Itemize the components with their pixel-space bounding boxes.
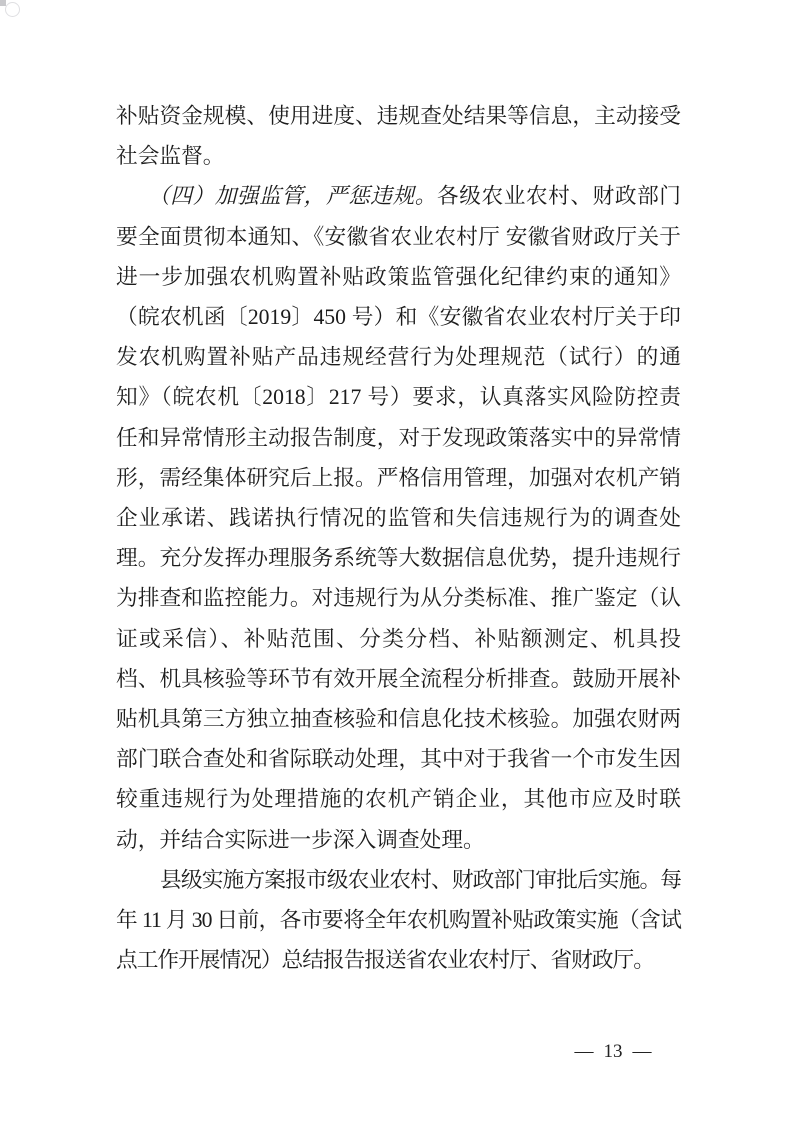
document-body	[116, 96, 681, 980]
text-run: 县级实施方案报市级农业农村、财政部门审批后实施。每年 11 月 30 日前，各市要将全年农机购置补贴政策实施（含试点工作开展情况）总结报告报送省农业农村厅、省财政厅。	[116, 867, 681, 973]
footer-right-dash: —	[632, 1041, 652, 1062]
text-run: 补贴资金规模、使用进度、违规查处结果等信息，主动接受社会监督。	[116, 104, 681, 169]
page-number-footer	[563, 1039, 663, 1065]
paragraph-section-4	[116, 176, 681, 859]
text-run: 各级农业农村、财政部门要全面贯彻本通知、《安徽省农业农村厅 安徽省财政厅关于进一步加强农机购置补贴政策监管强化纪律约束的通知》（皖农机函〔2019〕450 号）和《安徽省农业农村厅关于印发农机购置补贴产品违规经营行为处理规范（试行）的通知》（皖农机〔2018〕217 号）要求，认真落实风险防控责任和异常情形主动报告制度，对于发现政策落实中的异常情形，需经集体研究后上报。严格信用管理，加强对农机产销企业承诺、践诺执行情况的监管和失信违规行为的调查处理。充分发挥办理服务系统等大数据信息优势，提升违规行为排查和监控能力。对违规行为从分类标准、推广鉴定（认证或采信）、补贴范围、分类分档、补贴额测定、机具投档、机具核验等环节有效开展全流程分析排查。鼓励开展补贴机具第三方独立抽查核验和信息化技术核验。加强农财两部门联合查处和省际联动处理，其中对于我省一个市发生因较重违规行为处理措施的农机产销企业，其他市应及时联动，并结合实际进一步深入调查处理。	[116, 184, 681, 852]
paragraph-continuation	[116, 96, 681, 176]
scan-artifact-icon	[5, 2, 20, 17]
footer-left-dash: —	[574, 1041, 594, 1062]
paragraph-reporting	[116, 860, 681, 981]
footer-page-number: 13	[603, 1041, 623, 1062]
section-heading-run: （四）加强监管，严惩违规。	[148, 184, 437, 209]
